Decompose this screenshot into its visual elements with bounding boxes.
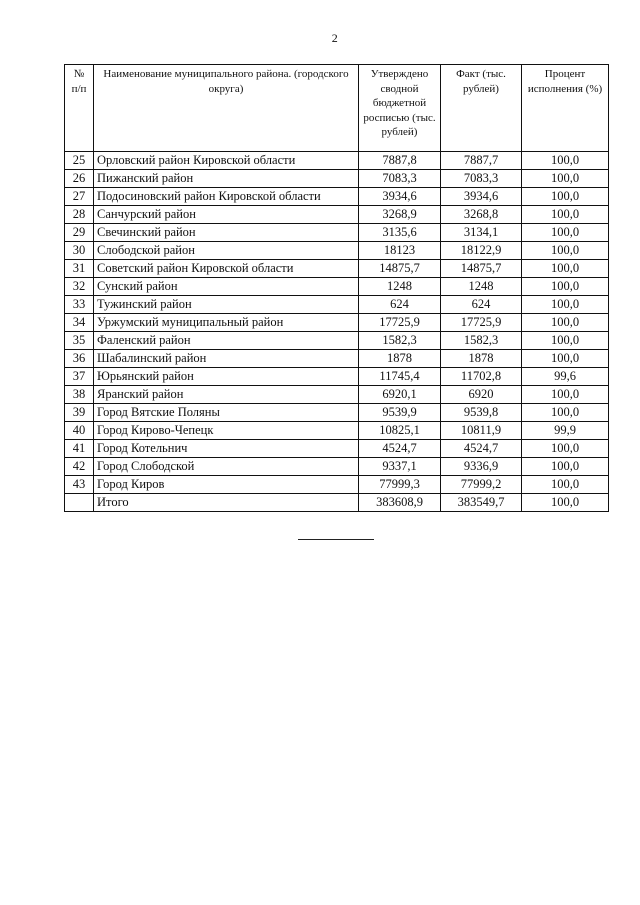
- row-planned: 9337,1: [359, 458, 441, 476]
- row-name: Слободской район: [94, 242, 359, 260]
- row-fact: 9336,9: [441, 458, 522, 476]
- page-number: 2: [331, 31, 339, 45]
- row-planned: 1582,3: [359, 332, 441, 350]
- row-fact: 1582,3: [441, 332, 522, 350]
- row-number: 25: [65, 152, 94, 170]
- row-percent: 100,0: [522, 278, 609, 296]
- row-name: Шабалинский район: [94, 350, 359, 368]
- row-name: Город Котельнич: [94, 440, 359, 458]
- row-name: Город Киров: [94, 476, 359, 494]
- header-name: Наименование муниципального района. (городского округа): [94, 65, 359, 152]
- row-percent: 100,0: [522, 314, 609, 332]
- table-row: [65, 170, 609, 188]
- table-row: [65, 404, 609, 422]
- row-fact: 3134,1: [441, 224, 522, 242]
- row-percent: 100,0: [522, 296, 609, 314]
- row-number: 41: [65, 440, 94, 458]
- row-percent: 100,0: [522, 476, 609, 494]
- table-row: [65, 188, 609, 206]
- total-label: Итого: [94, 494, 359, 512]
- table-row: [65, 224, 609, 242]
- row-planned: 18123: [359, 242, 441, 260]
- row-number: 42: [65, 458, 94, 476]
- row-name: Свечинский район: [94, 224, 359, 242]
- row-name: Город Слободской: [94, 458, 359, 476]
- row-planned: 11745,4: [359, 368, 441, 386]
- header-planned: Утверждено сводной бюджетной росписью (тыс. рублей): [359, 65, 441, 152]
- row-fact: 17725,9: [441, 314, 522, 332]
- row-percent: 100,0: [522, 386, 609, 404]
- row-name: Юрьянский район: [94, 368, 359, 386]
- row-fact: 1878: [441, 350, 522, 368]
- row-planned: 6920,1: [359, 386, 441, 404]
- row-number: 33: [65, 296, 94, 314]
- row-percent: 100,0: [522, 260, 609, 278]
- row-number: 32: [65, 278, 94, 296]
- row-percent: 100,0: [522, 242, 609, 260]
- total-percent: 100,0: [522, 494, 609, 512]
- row-fact: 624: [441, 296, 522, 314]
- row-fact: 7083,3: [441, 170, 522, 188]
- row-fact: 18122,9: [441, 242, 522, 260]
- table-row: [65, 440, 609, 458]
- row-name: Орловский район Кировской области: [94, 152, 359, 170]
- table-row: [65, 422, 609, 440]
- total-planned: 383608,9: [359, 494, 441, 512]
- row-planned: 17725,9: [359, 314, 441, 332]
- row-name: Советский район Кировской области: [94, 260, 359, 278]
- table-row: [65, 458, 609, 476]
- row-planned: 3268,9: [359, 206, 441, 224]
- row-fact: 7887,7: [441, 152, 522, 170]
- row-planned: 77999,3: [359, 476, 441, 494]
- total-fact: 383549,7: [441, 494, 522, 512]
- row-number: 26: [65, 170, 94, 188]
- table-row: [65, 206, 609, 224]
- row-name: Яранский район: [94, 386, 359, 404]
- row-planned: 9539,9: [359, 404, 441, 422]
- table-total-row: [65, 494, 609, 512]
- row-percent: 100,0: [522, 458, 609, 476]
- row-fact: 77999,2: [441, 476, 522, 494]
- row-planned: 7887,8: [359, 152, 441, 170]
- row-number: 27: [65, 188, 94, 206]
- row-number: 35: [65, 332, 94, 350]
- row-number: 40: [65, 422, 94, 440]
- row-name: Город Кирово-Чепецк: [94, 422, 359, 440]
- row-name: Пижанский район: [94, 170, 359, 188]
- row-planned: 4524,7: [359, 440, 441, 458]
- header-number: № п/п: [65, 65, 94, 152]
- row-name: Фаленский район: [94, 332, 359, 350]
- table-row: [65, 368, 609, 386]
- row-fact: 14875,7: [441, 260, 522, 278]
- header-fact: Факт (тыс. рублей): [441, 65, 522, 152]
- row-number: 37: [65, 368, 94, 386]
- total-number: [65, 494, 94, 512]
- row-name: Уржумский муниципальный район: [94, 314, 359, 332]
- table-row: [65, 386, 609, 404]
- table-row: [65, 278, 609, 296]
- row-number: 28: [65, 206, 94, 224]
- budget-execution-table: [64, 64, 609, 512]
- table-row: [65, 350, 609, 368]
- row-percent: 99,6: [522, 368, 609, 386]
- row-percent: 100,0: [522, 152, 609, 170]
- row-fact: 4524,7: [441, 440, 522, 458]
- table-body: [65, 152, 609, 512]
- table-row: [65, 260, 609, 278]
- row-percent: 100,0: [522, 404, 609, 422]
- table-header-row: [65, 65, 609, 152]
- row-percent: 100,0: [522, 188, 609, 206]
- row-number: 36: [65, 350, 94, 368]
- row-name: Санчурский район: [94, 206, 359, 224]
- row-name: Подосиновский район Кировской области: [94, 188, 359, 206]
- row-planned: 3135,6: [359, 224, 441, 242]
- row-percent: 100,0: [522, 224, 609, 242]
- row-number: 38: [65, 386, 94, 404]
- row-number: 39: [65, 404, 94, 422]
- row-planned: 14875,7: [359, 260, 441, 278]
- row-fact: 6920: [441, 386, 522, 404]
- row-planned: 7083,3: [359, 170, 441, 188]
- row-percent: 100,0: [522, 170, 609, 188]
- row-planned: 624: [359, 296, 441, 314]
- row-percent: 100,0: [522, 206, 609, 224]
- row-number: 29: [65, 224, 94, 242]
- table-row: [65, 152, 609, 170]
- row-percent: 100,0: [522, 350, 609, 368]
- row-name: Город Вятские Поляны: [94, 404, 359, 422]
- row-number: 34: [65, 314, 94, 332]
- table-row: [65, 296, 609, 314]
- row-planned: 10825,1: [359, 422, 441, 440]
- row-percent: 100,0: [522, 332, 609, 350]
- row-percent: 100,0: [522, 440, 609, 458]
- row-name: Сунский район: [94, 278, 359, 296]
- table-row: [65, 332, 609, 350]
- row-planned: 3934,6: [359, 188, 441, 206]
- row-fact: 10811,9: [441, 422, 522, 440]
- row-fact: 3268,8: [441, 206, 522, 224]
- row-number: 30: [65, 242, 94, 260]
- row-number: 31: [65, 260, 94, 278]
- row-fact: 1248: [441, 278, 522, 296]
- table-row: [65, 476, 609, 494]
- row-number: 43: [65, 476, 94, 494]
- row-fact: 9539,8: [441, 404, 522, 422]
- row-fact: 11702,8: [441, 368, 522, 386]
- row-percent: 99,9: [522, 422, 609, 440]
- row-fact: 3934,6: [441, 188, 522, 206]
- row-planned: 1878: [359, 350, 441, 368]
- row-name: Тужинский район: [94, 296, 359, 314]
- closing-rule-divider: [298, 539, 374, 540]
- header-percent: Процент исполнения (%): [522, 65, 609, 152]
- row-planned: 1248: [359, 278, 441, 296]
- table-row: [65, 314, 609, 332]
- table-row: [65, 242, 609, 260]
